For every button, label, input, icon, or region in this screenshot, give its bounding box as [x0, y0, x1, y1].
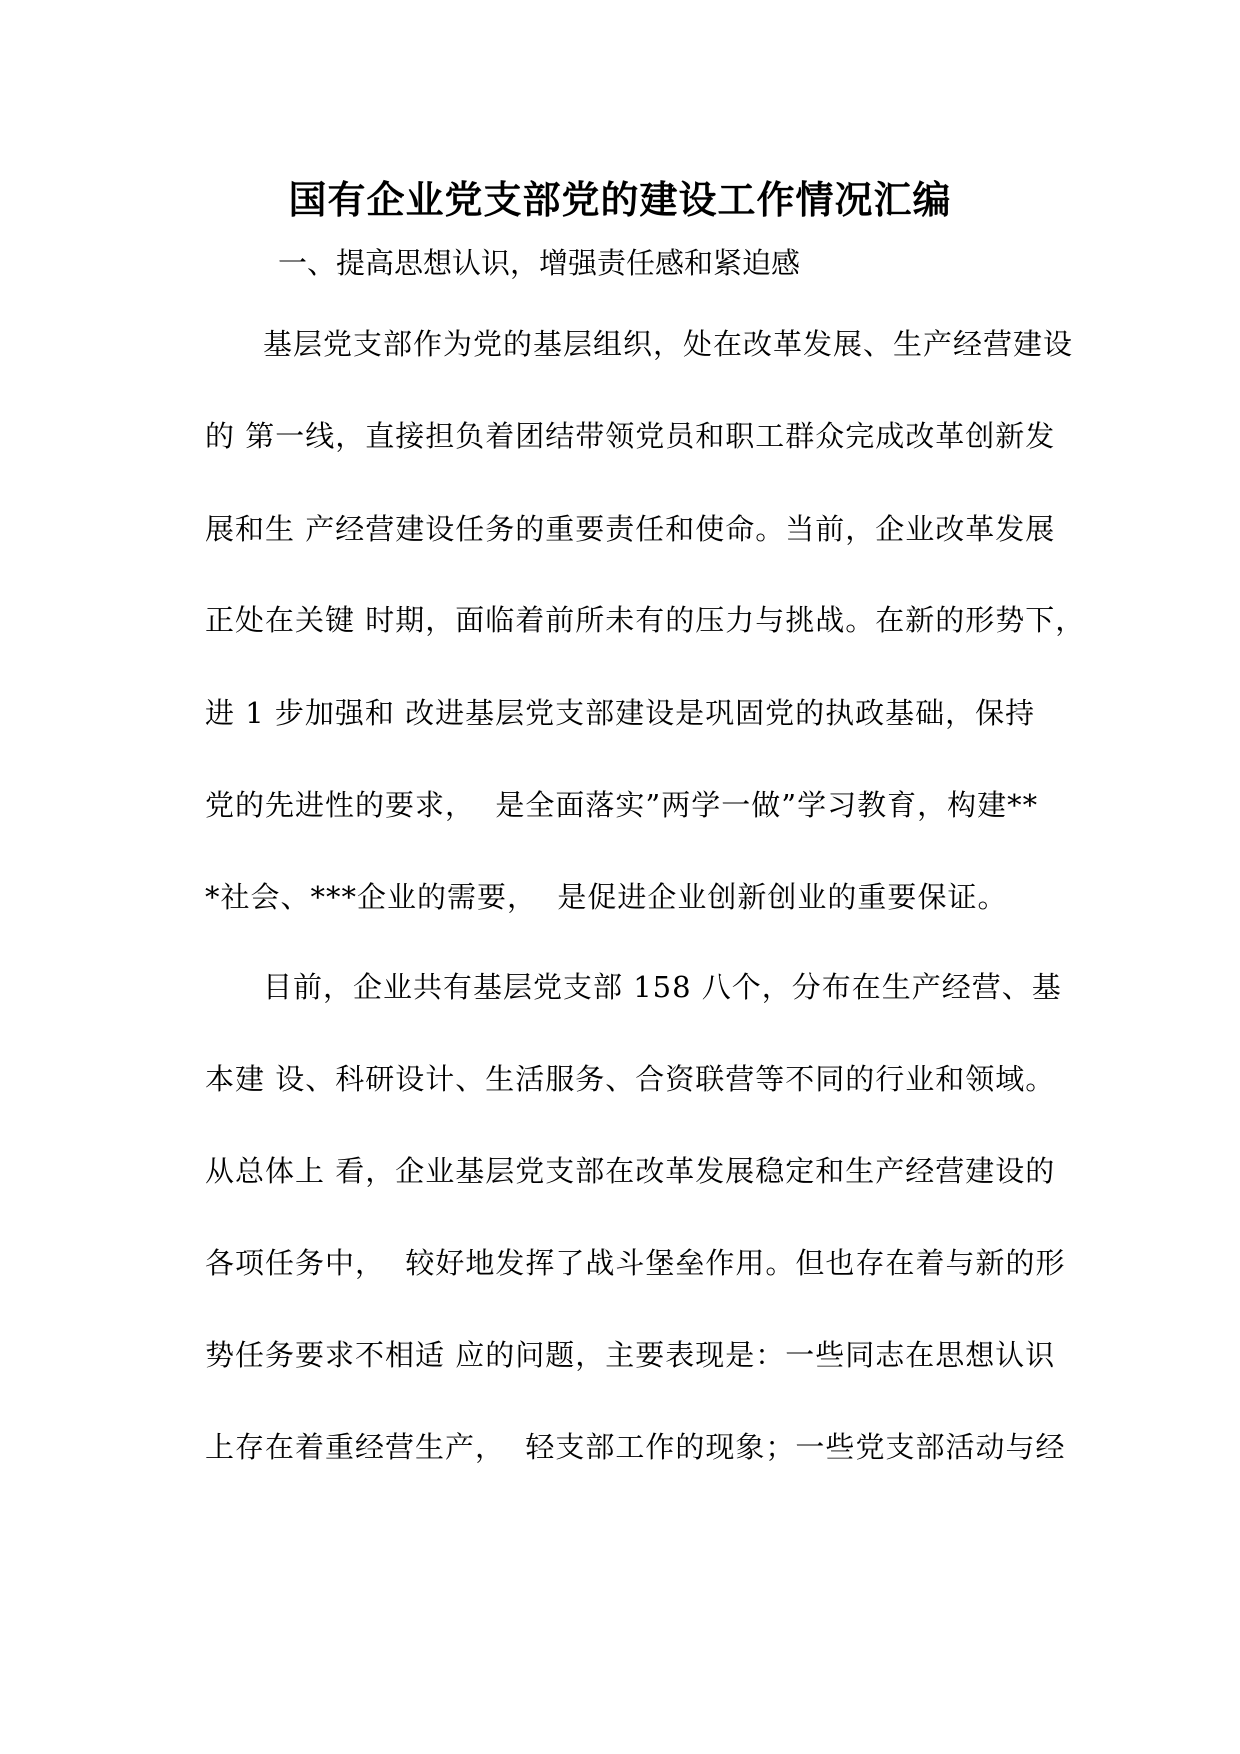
- paragraph-line: *社会、***企业的需要， 是促进企业创新创业的重要保证。: [205, 880, 1008, 914]
- paragraph-line: 势任务要求不相适 应的问题，主要表现是：一些同志在思想认识: [205, 1338, 1056, 1372]
- paragraph-line: 展和生 产经营建设任务的重要责任和使命。当前，企业改革发展: [205, 512, 1056, 546]
- paragraph-line: 进 1 步加强和 改进基层党支部建设是巩固党的执政基础，保持: [205, 696, 1036, 730]
- section-heading: 一、提高思想认识，增强责任感和紧迫感: [278, 246, 801, 280]
- paragraph-line: 的 第一线，直接担负着团结带领党员和职工群众完成改革创新发: [205, 419, 1056, 453]
- paragraph-line: 本建 设、科研设计、生活服务、合资联营等不同的行业和领域。: [205, 1062, 1056, 1096]
- paragraph-line: 目前，企业共有基层党支部 158 八个，分布在生产经营、基: [263, 970, 1062, 1004]
- paragraph-line: 正处在关键 时期，面临着前所未有的压力与挑战。在新的形势下，: [205, 603, 1086, 637]
- paragraph-line: 各项任务中， 较好地发挥了战斗堡垒作用。但也存在着与新的形: [205, 1246, 1066, 1280]
- paragraph-line: 从总体上 看，企业基层党支部在改革发展稳定和生产经营建设的: [205, 1154, 1056, 1188]
- document-title: 国有企业党支部党的建设工作情况汇编: [288, 177, 952, 222]
- paragraph-line: 上存在着重经营生产， 轻支部工作的现象；一些党支部活动与经: [205, 1430, 1066, 1464]
- paragraph-line: 党的先进性的要求， 是全面落实”两学一做”学习教育，构建**: [205, 788, 1039, 822]
- paragraph-line: 基层党支部作为党的基层组织，处在改革发展、生产经营建设: [263, 327, 1074, 361]
